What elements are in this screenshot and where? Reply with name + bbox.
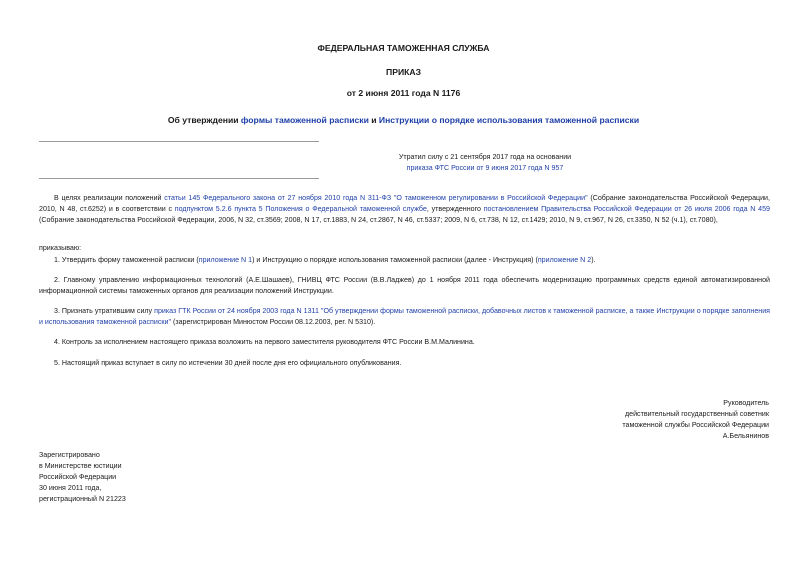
appendix-2-link[interactable]: приложение N 2 bbox=[537, 256, 592, 264]
appendix-1-link[interactable]: приложение N 1 bbox=[198, 256, 253, 264]
regulation-subclause-link[interactable]: подпунктом 5.2.6 пункта 5 Положения о Федеральной таможенной службе bbox=[174, 205, 427, 213]
registration-line-4: 30 июня 2011 года, bbox=[39, 484, 102, 492]
registration-line-1: Зарегистрировано bbox=[39, 451, 100, 459]
doc-date-number: от 2 июня 2011 года N 1176 bbox=[346, 88, 461, 98]
repeal-status-text: Утратил силу с 21 сентября 2017 года на основании bbox=[398, 153, 572, 161]
signature-rank: действительный государственный советник bbox=[624, 410, 769, 418]
title-link-instruction[interactable]: Инструкции о порядке использования таможенной расписки bbox=[378, 115, 640, 125]
government-decree-link[interactable]: постановлением Правительства Российской Федерации от 26 июля 2006 года N 459 bbox=[483, 205, 770, 213]
registration-block bbox=[39, 450, 126, 505]
registration-line-3: Российской Федерации bbox=[39, 473, 117, 481]
preamble-paragraph: В целях реализации положений статьи 145 Федерального закона от 27 ноября 2010 года N 311-ФЗ "О таможенном регулировании в Российской Федерации" (Собрание законодательства Российской Федерации, 2010, N 48, ст.6252) и в соответствии с подпунктом 5.2.6 пункта 5 Положения о Федеральной таможенной службе, утвержденного постановлением Правительства Российской Федерации от 26 июля 2006 года N 459 (Собрание законодательства Российской Федерации, 2006, N 32, ст.3569; 2008, N 17, ст.1883, N 24, ст.2867, N 46, ст.5337; 2009, N 6, ст.738, N 12, ст.1429; 2010, N 9, ст.967, N 26, ст.3350, N 52 (ч.1), ст.7080), bbox=[39, 194, 770, 224]
title-link-form[interactable]: формы таможенной расписки bbox=[240, 115, 369, 125]
divider-bottom bbox=[39, 178, 319, 179]
signature-service: таможенной службы Российской Федерации bbox=[622, 421, 769, 429]
registration-line-2: в Министерстве юстиции bbox=[39, 462, 122, 470]
order-item-5: 5. Настоящий приказ вступает в силу по истечении 30 дней после дня его официального опубликования. bbox=[54, 359, 402, 367]
repeal-status bbox=[280, 152, 690, 174]
order-word: приказываю: bbox=[39, 244, 82, 252]
order-item-2: 2. Главному управлению информационных технологий (А.Е.Шашаев), ГНИВЦ ФТС России (В.В.Ладжев) до 1 ноября 2011 года обеспечить модернизацию программных средств единой автоматизированной информационной системы таможенных органов для реализации положений Инструкции. bbox=[39, 276, 770, 295]
order-item-4: 4. Контроль за исполнением настоящего приказа возложить на первого заместителя руководителя ФТС России В.М.Малинина. bbox=[54, 338, 475, 346]
signature-name: А.Бельянинов bbox=[722, 432, 769, 440]
signature-block bbox=[622, 398, 769, 442]
repeal-order-link[interactable]: приказа ФТС России от 9 июня 2017 года N 957 bbox=[406, 164, 564, 172]
order-item-1: 1. Утвердить форму таможенной расписки (приложение N 1) и Инструкцию о порядке использования таможенной расписки (далее - Инструкция) (приложение N 2). bbox=[54, 256, 596, 264]
order-item-3: 3. Признать утратившим силу приказ ГТК России от 24 ноября 2003 года N 1311 "Об утверждении формы таможенной расписки, добавочных листов к таможенной расписке, а также Инструкции о порядке заполнения и использования таможенной расписки" (зарегистрирован Минюстом России 08.12.2003, рег. N 5310). bbox=[39, 307, 770, 326]
document-title: Об утверждении формы таможенной расписки и Инструкции о порядке использования таможенной расписки bbox=[167, 115, 640, 125]
doc-type-heading: ПРИКАЗ bbox=[386, 67, 421, 77]
divider-top bbox=[39, 141, 319, 142]
signature-position: Руководитель bbox=[723, 399, 769, 407]
gtk-order-link[interactable]: приказ ГТК России от 24 ноября 2003 года N 1311 "Об утверждении формы таможенной расписки, добавочных листов к таможенной расписке, а также Инструкции о порядке заполнения и использования таможенной расписки" bbox=[39, 307, 770, 326]
agency-heading: ФЕДЕРАЛЬНАЯ ТАМОЖЕННАЯ СЛУЖБА bbox=[317, 43, 490, 53]
registration-line-5: регистрационный N 21223 bbox=[39, 495, 126, 503]
law-article-link[interactable]: статьи 145 Федерального закона от 27 ноября 2010 года N 311-ФЗ "О таможенном регулировании в Российской Федерации" bbox=[164, 194, 588, 202]
